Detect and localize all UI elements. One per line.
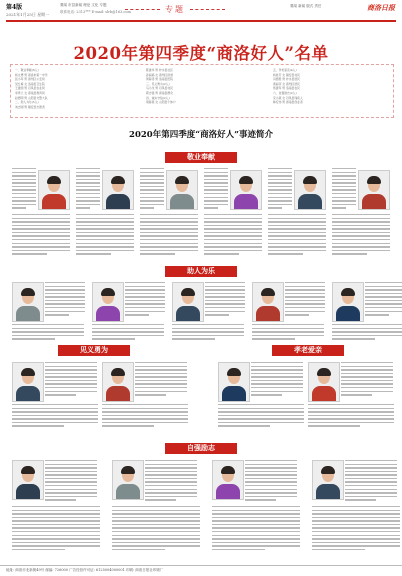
person-photo [12, 460, 44, 500]
nav-item[interactable]: 责任 [314, 4, 322, 8]
section-banner-bravery: 见义勇为 [58, 345, 130, 356]
person-photo [218, 362, 250, 402]
name-entry: 黄丽萍 女 商州区居民 [273, 81, 300, 86]
person-photo [38, 170, 70, 210]
name-entry: 杨文博 男 商洛市第一中学 [15, 72, 48, 77]
article-text-block [345, 460, 397, 503]
name-entry: 孙丽娟 女 商州区街道 [146, 72, 173, 77]
name-entry: 二、助人为乐(5人) [15, 100, 39, 105]
name-column [146, 68, 266, 105]
article-text-block [45, 282, 85, 318]
person-photo [312, 460, 344, 500]
masthead-contact: 联系电话: 2313*** E-mail: slrb@163.com [60, 10, 131, 14]
person-photo [230, 170, 262, 210]
name-entry: 三、见义勇为(2人) [146, 81, 170, 86]
article-text-block [12, 214, 70, 257]
article-text-block [308, 404, 394, 429]
section-banner-filial: 孝老爱亲 [272, 345, 344, 356]
article-text-block [204, 214, 262, 257]
section-banner-helping: 助人为乐 [165, 266, 237, 277]
article-text-block [204, 168, 228, 211]
article-text-block [145, 460, 197, 503]
section-banner-dedication: 敬业奉献 [165, 152, 237, 163]
nav-item[interactable]: 新闻 [298, 4, 306, 8]
article-text-block [332, 324, 402, 342]
article-text-block [102, 404, 188, 429]
name-entry: 马小龙 男 丹凤县村民 [146, 86, 173, 91]
article-text-block [332, 214, 390, 257]
article-text-block [205, 282, 245, 318]
name-entry: 杨桂芳 女 镇安县村民 [273, 72, 300, 77]
page-title: 2020年第四季度“商洛好人”名单 [73, 44, 329, 63]
name-entry: 宋小燕 女 丹凤县残疾人 [273, 95, 303, 100]
article-text-block [252, 324, 324, 342]
name-entry: 李秀兰 女 商南县教育局 [15, 90, 45, 95]
article-text-block [312, 506, 400, 553]
article-text-block [212, 506, 300, 553]
article-text-block [332, 168, 356, 211]
article-text-block [125, 282, 165, 318]
masthead [0, 0, 402, 22]
article-text-block [365, 282, 402, 318]
masthead-nav [60, 3, 107, 8]
nav-item[interactable]: 理论 [83, 3, 91, 7]
article-text-block [268, 214, 326, 257]
masthead-divider [6, 20, 396, 22]
name-entry: 郑建军 男 洛南县农民 [273, 86, 300, 91]
issue-date: 2021年1月25日 星期一 [6, 12, 50, 17]
name-list-box [10, 64, 394, 118]
name-entry: 刘志刚 男 镇安县志愿者 [15, 104, 45, 109]
article-text-block [140, 214, 198, 257]
name-entry: 六、自强励志(2人) [273, 90, 297, 95]
person-photo [102, 170, 134, 210]
page-footer [0, 565, 402, 576]
name-entry: 胡春燕 女 山阳县个体户 [146, 100, 176, 105]
section-label: 专题 [165, 5, 185, 14]
name-entry: 冯德胜 男 柞水县居民 [273, 77, 300, 82]
article-text-block [268, 168, 292, 211]
article-text-block [76, 214, 134, 257]
article-text-block [45, 460, 97, 503]
name-entry: 一、敬业奉献(6人) [15, 68, 39, 72]
person-photo [294, 170, 326, 210]
section-banner-self-improvement: 自强励志 [165, 443, 237, 454]
person-photo [12, 362, 44, 402]
footer-text: 地址: 商洛市北新街49号 邮编: 726000 广告经营许可证: 6125004000001 印刷: 商洛日报社印刷厂 [6, 568, 164, 572]
nav-item[interactable]: 市县新闻 [68, 3, 83, 7]
article-text-block [45, 362, 97, 398]
person-photo [92, 282, 124, 322]
person-photo [358, 170, 390, 210]
person-photo [252, 282, 284, 322]
article-text-block [251, 362, 303, 398]
name-entry: 吴红梅 女 洛南县卫生院 [15, 81, 45, 86]
article-text-block [245, 460, 297, 503]
name-entry: 韩宏伟 男 商南县创业者 [273, 100, 303, 105]
name-column [273, 68, 389, 105]
person-photo [102, 362, 134, 402]
name-entry: 周海涛 男 洛南县医院 [146, 77, 173, 82]
name-entry: 张小军 男 商州区公安局 [15, 77, 45, 82]
person-photo [212, 460, 244, 500]
person-photo [112, 460, 144, 500]
article-text-block [285, 282, 325, 318]
person-photo [308, 362, 340, 402]
name-entry: 赵德明 男 山阳县交警大队 [15, 95, 48, 100]
masthead-right-nav [290, 4, 321, 9]
name-entry: 郭志强 男 商南县群众 [146, 90, 173, 95]
name-entry: 五、孝老爱亲(4人) [273, 68, 297, 72]
article-text-block [140, 168, 164, 211]
issue-number: 第4版 [6, 4, 23, 11]
article-text-block [76, 168, 100, 211]
person-photo [166, 170, 198, 210]
article-text-block [341, 362, 393, 398]
name-column [15, 68, 135, 109]
name-entry: 王建国 男 丹凤县农业局 [15, 86, 45, 91]
newspaper-logo: 商洛日报 [367, 3, 395, 12]
article-text-block [12, 506, 100, 553]
article-text-block [135, 362, 187, 398]
article-text-block [12, 168, 36, 211]
person-photo [172, 282, 204, 322]
name-entry: 陈建华 男 柞水县社区 [146, 68, 173, 72]
article-text-block [12, 404, 98, 429]
person-photo [332, 282, 364, 322]
nav-item[interactable]: 文化 [91, 3, 99, 7]
nav-item[interactable]: 要闻 [60, 3, 67, 7]
section-subtitle: 2020年第四季度“商洛好人”事迹简介 [129, 130, 273, 140]
nav-item[interactable]: 要闻 [290, 4, 297, 8]
article-text-block [112, 506, 200, 553]
person-photo [12, 282, 44, 322]
nav-item[interactable]: 版式 [306, 4, 314, 8]
article-text-block [92, 324, 164, 342]
article-text-block [172, 324, 244, 342]
nav-item[interactable]: 专题 [99, 3, 107, 7]
name-entry: 四、诚实守信(2人) [146, 95, 170, 100]
article-text-block [12, 324, 84, 342]
article-text-block [218, 404, 304, 429]
